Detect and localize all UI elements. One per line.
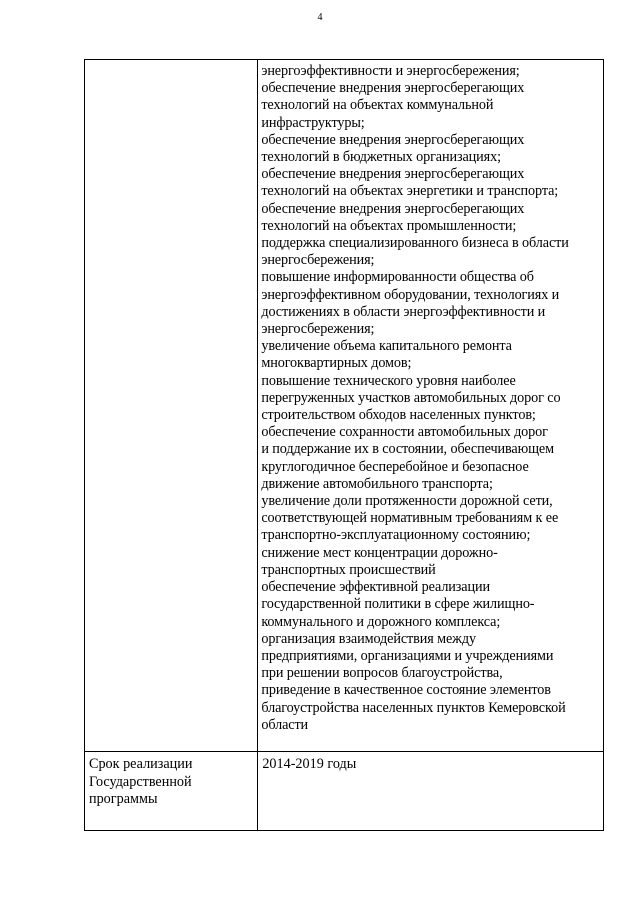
task-line: энергосбережения; — [261, 252, 375, 269]
term-label-line: Срок реализации — [89, 756, 193, 772]
task-line: технологий на объектах энергетики и транспорта; — [261, 183, 559, 200]
task-line: при решении вопросов благоустройства, — [261, 665, 503, 682]
task-line: соответствующей нормативным требованиям к ее — [261, 510, 559, 527]
task-line: инфраструктуры; — [261, 114, 365, 131]
task-line: технологий в бюджетных организациях; — [261, 149, 501, 166]
task-line: обеспечение внедрения энергосберегающих — [261, 131, 525, 148]
tasks-cell — [258, 60, 604, 752]
task-line: строительством обходов населенных пунктов; — [261, 407, 536, 424]
task-line: повышение технического уровня наиболее — [261, 372, 516, 389]
task-line: многоквартирных домов; — [261, 355, 412, 372]
task-line: повышение информированности общества об — [261, 269, 534, 286]
task-line: обеспечение внедрения энергосберегающих — [261, 80, 525, 97]
task-line: технологий на объектах коммунальной — [261, 97, 494, 114]
term-value: 2014-2019 годы — [262, 756, 357, 772]
task-line: благоустройства населенных пунктов Кемеровской — [261, 699, 566, 716]
task-line: достижениях в области энергоэффективности и — [261, 303, 546, 320]
term-value-cell — [258, 752, 604, 831]
task-line: увеличение доли протяженности дорожной сети, — [261, 493, 553, 510]
task-line: приведение в качественное состояние элементов — [261, 682, 551, 699]
task-line: технологий на объектах промышленности; — [261, 217, 517, 234]
task-line: области — [261, 716, 309, 733]
term-label-line: программы — [89, 791, 158, 808]
task-line: энергоэффективности и энергосбережения; — [261, 63, 520, 79]
task-line: увеличение объема капитального ремонта — [261, 338, 512, 355]
task-line: снижение мест концентрации дорожно- — [261, 544, 498, 561]
table-row-term — [85, 752, 604, 831]
task-line: обеспечение внедрения энергосберегающих — [261, 166, 525, 183]
task-line: коммунального и дорожного комплекса; — [261, 613, 501, 630]
table-cell-empty-label — [85, 60, 258, 752]
task-line: транспортно-эксплуатационному состоянию; — [261, 527, 531, 544]
task-line: государственной политики в сфере жилищно- — [261, 596, 535, 613]
task-line: движение автомобильного транспорта; — [261, 475, 493, 492]
term-label-cell — [85, 752, 258, 831]
task-line: предприятиями, организациями и учреждениями — [261, 647, 554, 664]
task-line: круглогодичное бесперебойное и безопасное — [261, 458, 529, 475]
task-line: энергоэффективном оборудовании, технологиях и — [261, 286, 560, 303]
task-line: организация взаимодействия между — [261, 630, 476, 647]
task-line: обеспечение эффективной реализации — [261, 579, 490, 596]
program-passport-table — [84, 59, 604, 831]
task-line: и поддержание их в состоянии, обеспечивающем — [261, 441, 554, 458]
task-line: обеспечение сохранности автомобильных дорог — [261, 424, 548, 441]
task-line: обеспечение внедрения энергосберегающих — [261, 200, 525, 217]
task-line: транспортных происшествий — [261, 561, 436, 578]
page-number: 4 — [317, 12, 323, 23]
table-row-goals — [85, 60, 604, 752]
task-line: энергосбережения; — [261, 321, 375, 338]
task-line: перегруженных участков автомобильных дорог со — [261, 389, 561, 406]
term-label-line: Государственной — [89, 773, 192, 790]
task-line: поддержка специализированного бизнеса в области — [261, 235, 569, 252]
